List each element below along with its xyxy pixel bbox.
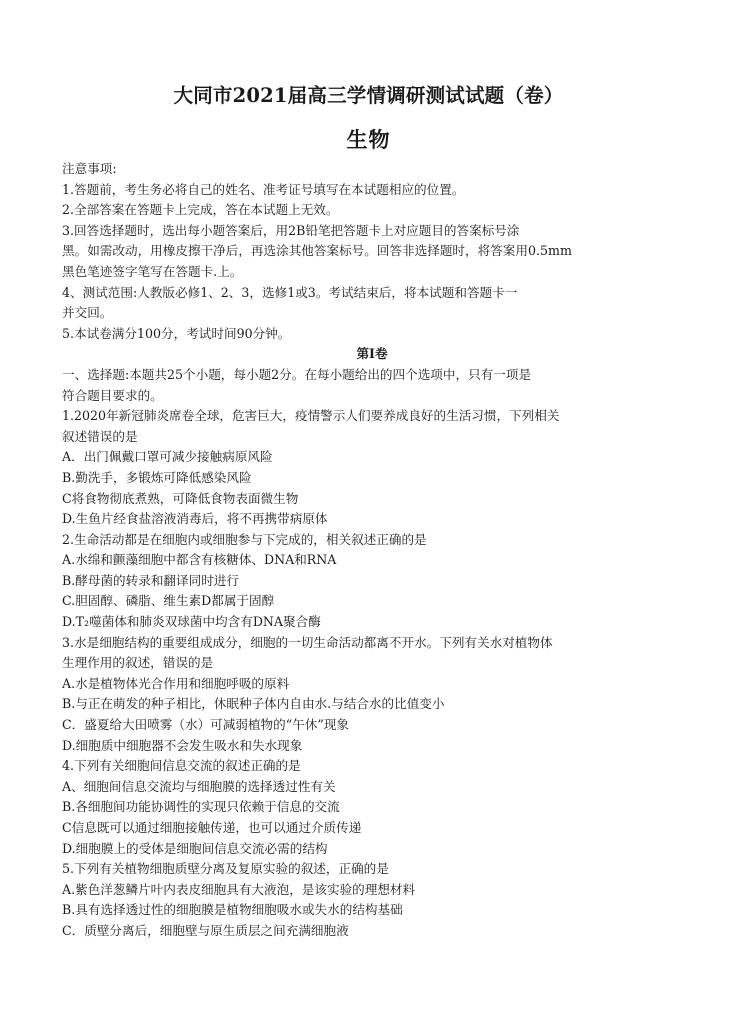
question-stem: 5.下列有关植物细胞质壁分离及复原实验的叙述，正确的是 <box>62 861 389 877</box>
question-option: B.与正在萌发的种子相比，休眠种子体内自由水.与结合水的比值变小 <box>62 696 445 712</box>
question-option: A.紫色洋葱鳞片叶内表皮细胞具有大液泡，是该实验的理想材料 <box>62 881 416 897</box>
section-instructions: 符合题目要求的。 <box>62 387 163 403</box>
exam-body <box>62 159 682 942</box>
question-option: C.胆固醇、磷脂、维生素D都属于固醇 <box>62 593 275 609</box>
question-stem: 2.生命活动都是在细胞内或细胞参与下完成的，相关叙述正确的是 <box>62 531 427 547</box>
question-option: D.T₂噬菌体和肺炎双球菌中均含有DNA聚合酶 <box>62 614 321 630</box>
notice-item: 5.本试卷满分100分，考试时间90分钟。 <box>62 325 291 341</box>
notice-item: 黑。如需改动，用橡皮擦干净后，再选涂其他答案标号。回答非选择题时，将答案用0.5mm <box>62 243 572 259</box>
question-option: D.细胞质中细胞器不会发生吸水和失水现象 <box>62 737 303 753</box>
notice-item: 并交回。 <box>62 305 113 321</box>
question-stem: 1.2020年新冠肺炎席卷全球，危害巨大，疫情警示人们要养成良好的生活习惯，下列相关 <box>62 408 560 424</box>
question-option: A.水是植物体光合作用和细胞呼吸的原料 <box>62 675 290 691</box>
question-option: A．出门佩戴口罩可减少接触病原风险 <box>62 449 273 465</box>
question-stem: 生理作用的叙述，错误的是 <box>62 655 214 671</box>
question-option: D.生鱼片经食盐溶液消毒后，将不再携带病原体 <box>62 511 328 527</box>
question-option: A、细胞间信息交流均与细胞膜的选择透过性有关 <box>62 778 336 794</box>
section-heading: 第Ⅰ卷 <box>356 346 388 362</box>
exam-title: 大同市2021届高三学情调研测试试题（卷） <box>173 84 564 107</box>
question-option: B.酵母菌的转录和翻译同时进行 <box>62 572 239 588</box>
question-stem: 4.下列有关细胞间信息交流的叙述正确的是 <box>62 758 301 774</box>
notice-item: 1.答题前，考生务必将自己的姓名、准考证号填写在本试题相应的位置。 <box>62 181 465 197</box>
subject-title: 生物 <box>346 127 391 152</box>
question-option: D.细胞膜上的受体是细胞间信息交流必需的结构 <box>62 840 328 856</box>
question-stem: 3.水是细胞结构的重要组成成分，细胞的一切生命活动都离不开水。下列有关水对植物体 <box>62 634 553 650</box>
question-option: A.水绵和颤藻细胞中都含有核糖体、DNA和RNA <box>62 552 337 568</box>
notice-item: 3.回答选择题时，选出每小题答案后，用2B铅笔把答题卡上对应题目的答案标号涂 <box>62 222 520 238</box>
notice-item: 4、测试范围:人教版必修1、2、3，选修1或3。考试结束后，将本试题和答题卡一 <box>62 284 518 300</box>
question-option: C．质壁分离后，细胞壁与原生质层之间充满细胞液 <box>62 922 349 938</box>
notice-item: 黑色笔迹签字笔写在答题卡.上。 <box>62 263 243 279</box>
question-option: B.具有选择透过性的细胞膜是植物细胞吸水或失水的结构基础 <box>62 902 403 918</box>
question-option: C将食物彻底煮熟，可降低食物表面微生物 <box>62 490 299 506</box>
question-option: C．盛夏给大田喷雾（水）可减弱植物的“午休”现象 <box>62 717 349 733</box>
notice-heading: 注意事项: <box>62 161 117 176</box>
question-option: B.各细胞间功能协调性的实现只依赖于信息的交流 <box>62 799 340 815</box>
question-option: C信息既可以通过细胞接触传递，也可以通过介质传递 <box>62 820 362 835</box>
section-instructions: 一、选择题:本题共25个小题，每小题2分。在每小题给出的四个选项中，只有一项是 <box>62 366 532 382</box>
notice-item: 2.全部答案在答题卡上完成，答在本试题上无效。 <box>62 202 339 218</box>
question-option: B.勤洗手，多锻炼可降低感染风险 <box>62 469 252 485</box>
question-stem: 叙述错误的是 <box>62 428 138 444</box>
